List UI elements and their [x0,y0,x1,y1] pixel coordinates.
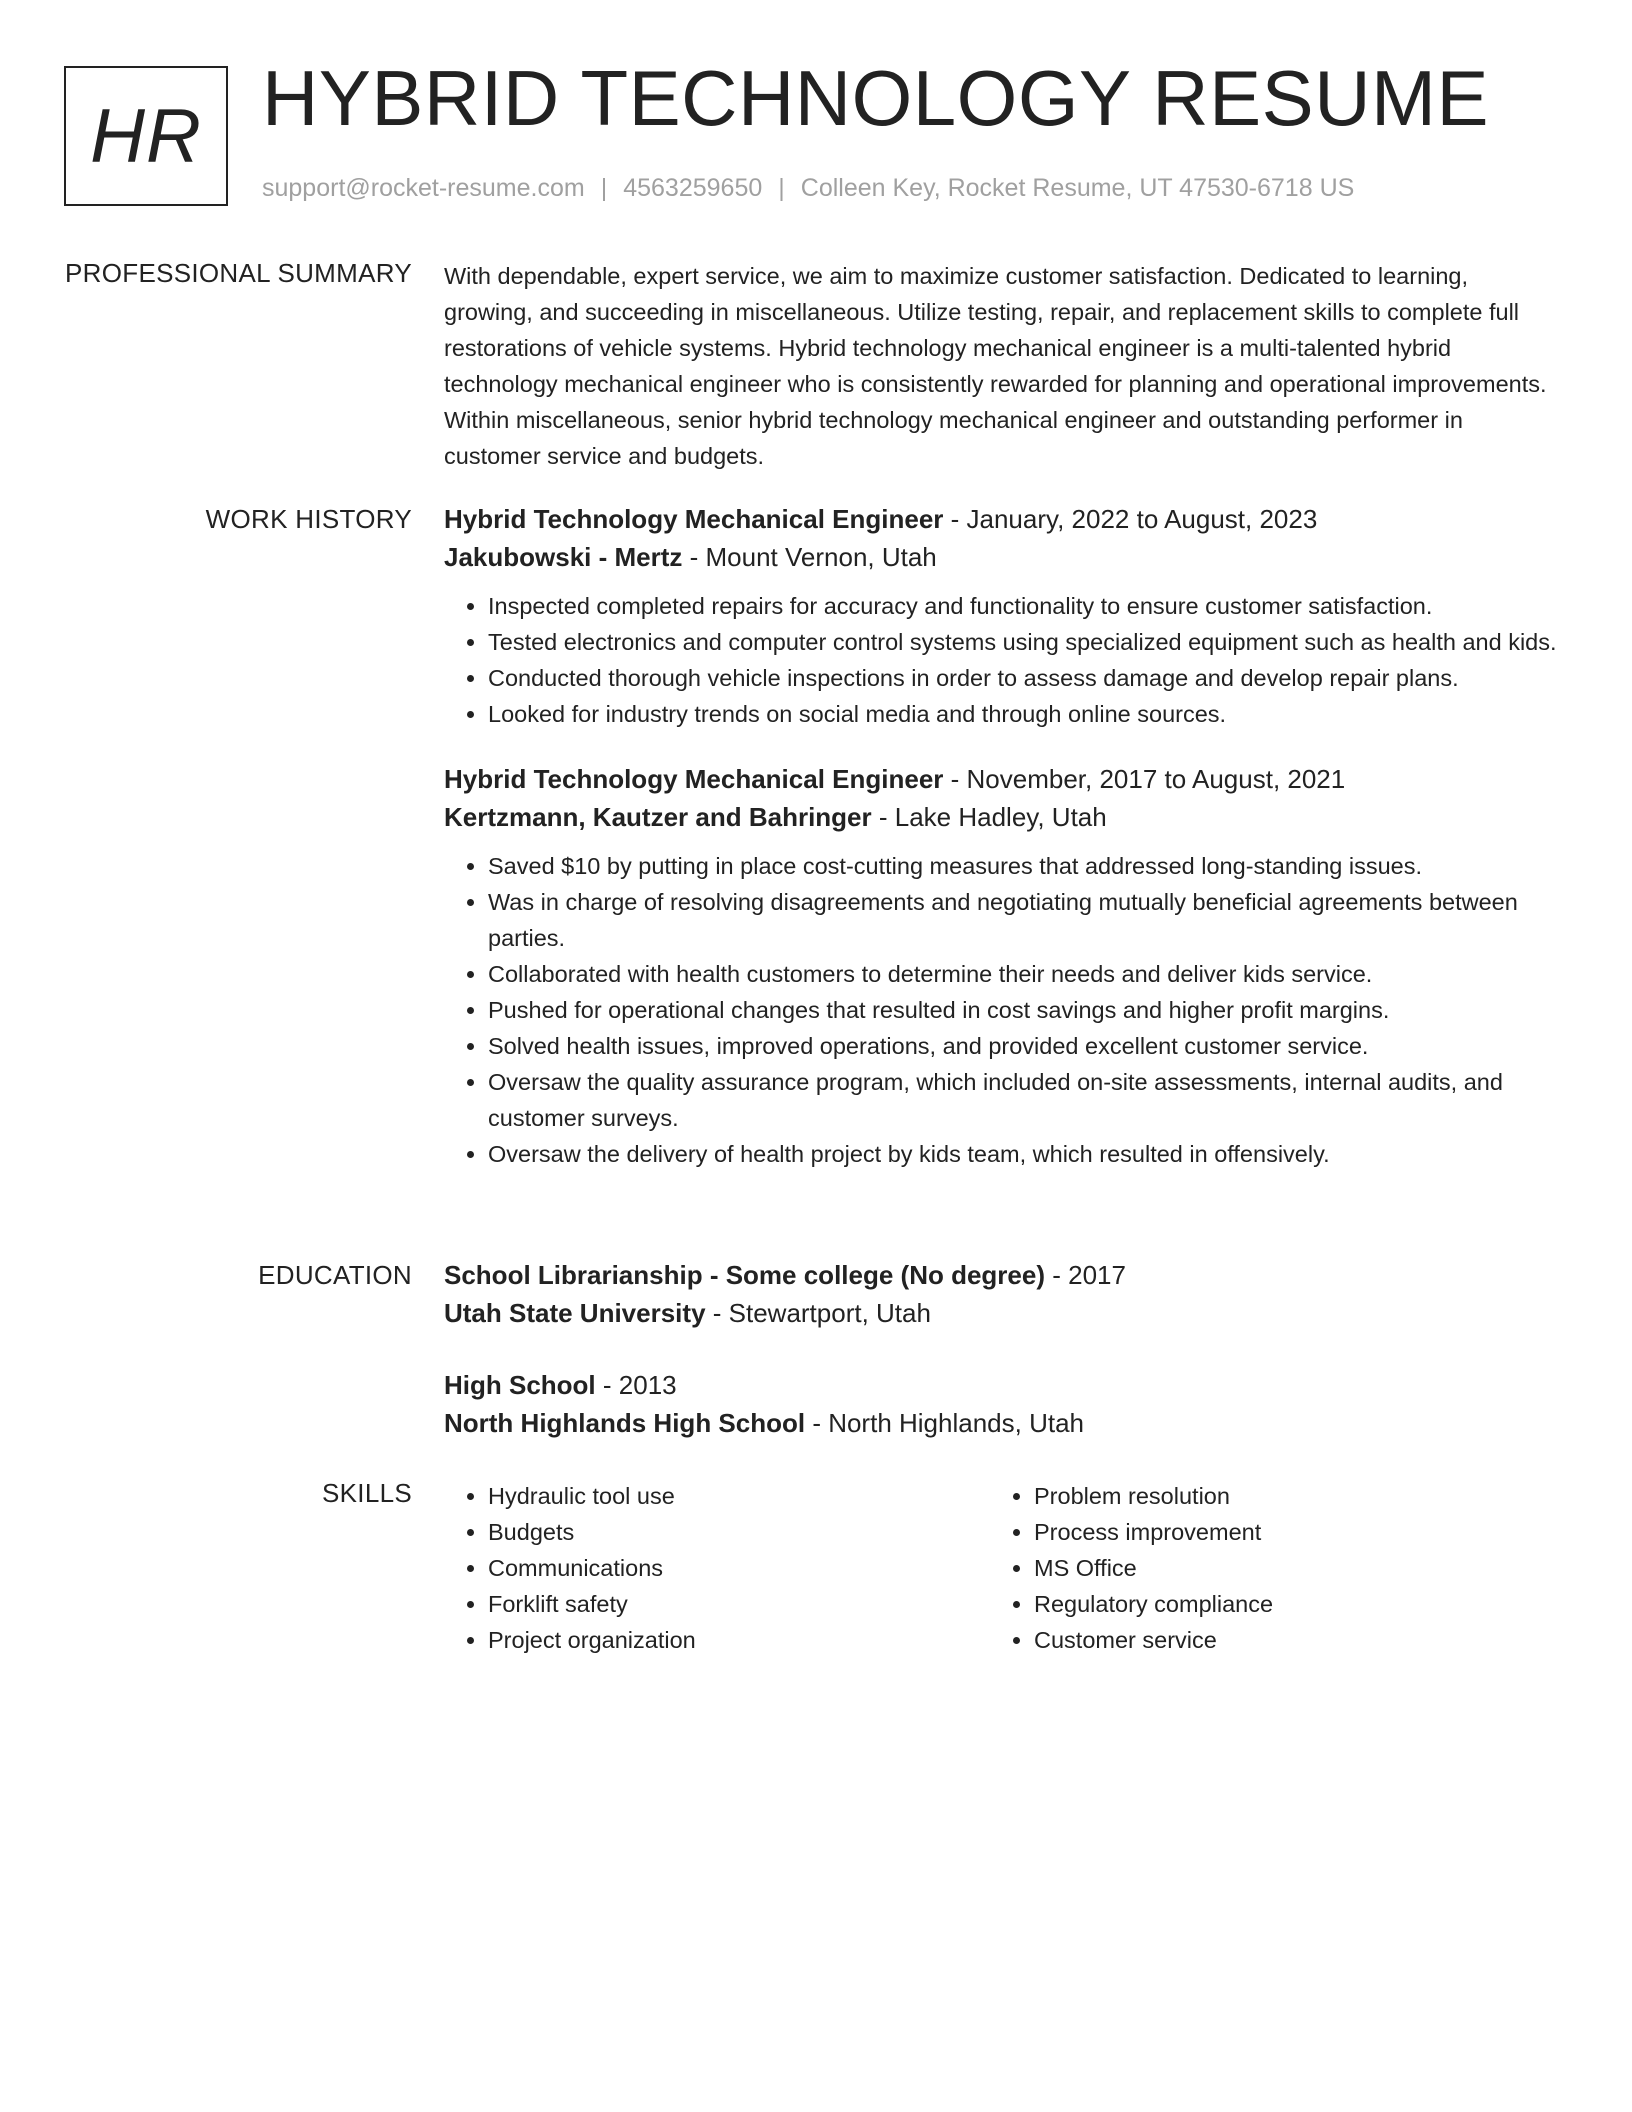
school-location: - North Highlands, Utah [805,1408,1084,1438]
skill-item: • Regulatory compliance [1034,1586,1536,1622]
job-bullet: • Was in charge of resolving disagreements and negotiating mutually beneficial agreements between parties. [488,884,1558,956]
school-line [444,1404,1558,1442]
job-bullet: • Solved health issues, improved operations, and provided excellent customer service. [488,1028,1558,1064]
job-bullets [444,848,1558,1172]
skill-item: • Project organization [488,1622,990,1658]
employer-name: Kertzmann, Kautzer and Bahringer [444,802,872,832]
degree-year: - 2017 [1045,1260,1126,1290]
work-history-body [444,500,1558,1172]
skills-columns [444,1478,1558,1658]
monogram-logo: HR [64,66,228,206]
summary-text: With dependable, expert service, we aim to maximize customer satisfaction. Dedicated to learning, growing, and succeeding in miscellaneous. Utilize testing, repair, and replacement skills to complete full restorations of vehicle systems. Hybrid technology mechanical engineer is a multi-talented hybrid technology mechanical engineer who is consistently rewarded for planning and operational improvements. Within miscellaneous, senior hybrid technology mechanical engineer and outstanding performer in customer service and budgets. [444,263,1547,469]
job-bullet: • Tested electronics and computer control systems using specialized equipment such as health and kids. [488,624,1558,660]
job-bullet: • Oversaw the delivery of health project by kids team, which resulted in offensively. [488,1136,1558,1172]
contact-line [262,174,1354,203]
contact-email: support@rocket-resume.com [262,174,585,202]
section-heading-work-history: WORK HISTORY [205,504,412,534]
job-bullet: • Pushed for operational changes that resulted in cost savings and higher profit margins. [488,992,1558,1028]
job-entry [444,500,1558,732]
skills-column-left [444,1478,990,1658]
skill-item: • MS Office [1034,1550,1536,1586]
school-location: - Stewartport, Utah [705,1298,931,1328]
employer-line [444,798,1558,836]
job-entry [444,760,1558,1172]
degree-name: School Librarianship - Some college (No degree) [444,1260,1045,1290]
resume-title: HYBRID TECHNOLOGY RESUME [262,54,1490,142]
skill-item: • Problem resolution [1034,1478,1536,1514]
job-bullet: • Oversaw the quality assurance program, which included on-site assessments, internal audits, and customer surveys. [488,1064,1558,1136]
degree-name: High School [444,1370,596,1400]
section-heading-summary: PROFESSIONAL SUMMARY [65,258,412,288]
contact-separator: | [600,174,608,202]
employer-line [444,538,1558,576]
skill-item: • Customer service [1034,1622,1536,1658]
skills-list [990,1478,1536,1658]
degree-line [444,1366,1558,1404]
education-body [444,1256,1558,1442]
school-name: Utah State University [444,1298,706,1328]
skill-item: • Budgets [488,1514,990,1550]
school-line [444,1294,1558,1332]
skill-item: • Communications [488,1550,990,1586]
contact-address: Colleen Key, Rocket Resume, UT 47530-6718 US [800,174,1355,202]
education-entry [444,1366,1558,1442]
job-dates: - November, 2017 to August, 2021 [943,764,1346,794]
skill-item: • Hydraulic tool use [488,1478,990,1514]
employer-location: - Lake Hadley, Utah [871,802,1107,832]
section-heading-education: EDUCATION [258,1260,412,1290]
job-dates: - January, 2022 to August, 2023 [943,504,1318,534]
job-bullet: • Inspected completed repairs for accuracy and functionality to ensure customer satisfaction. [488,588,1558,624]
job-bullets [444,588,1558,732]
degree-line [444,1256,1558,1294]
degree-year: - 2013 [595,1370,677,1400]
section-heading-skills: SKILLS [322,1478,412,1508]
school-name: North Highlands High School [444,1408,806,1438]
job-bullet: • Collaborated with health customers to determine their needs and deliver kids service. [488,956,1558,992]
job-bullet: • Conducted thorough vehicle inspections in order to assess damage and develop repair plans. [488,660,1558,696]
contact-phone: 4563259650 [623,174,763,202]
skills-list [444,1478,990,1658]
skill-item: • Process improvement [1034,1514,1536,1550]
job-title: Hybrid Technology Mechanical Engineer [444,504,944,534]
contact-separator: | [778,174,785,202]
job-bullet: • Looked for industry trends on social media and through online sources. [488,696,1558,732]
skills-column-right [990,1478,1536,1658]
job-title-line [444,760,1558,798]
job-bullet: • Saved $10 by putting in place cost-cutting measures that addressed long-standing issues. [488,848,1558,884]
skill-item: • Forklift safety [488,1586,990,1622]
education-entry [444,1256,1558,1332]
employer-location: - Mount Vernon, Utah [682,542,937,572]
skills-body [444,1478,1558,1658]
job-title-line [444,500,1558,538]
job-title: Hybrid Technology Mechanical Engineer [444,764,944,794]
employer-name: Jakubowski - Mertz [444,542,683,572]
summary-body [444,258,1558,474]
